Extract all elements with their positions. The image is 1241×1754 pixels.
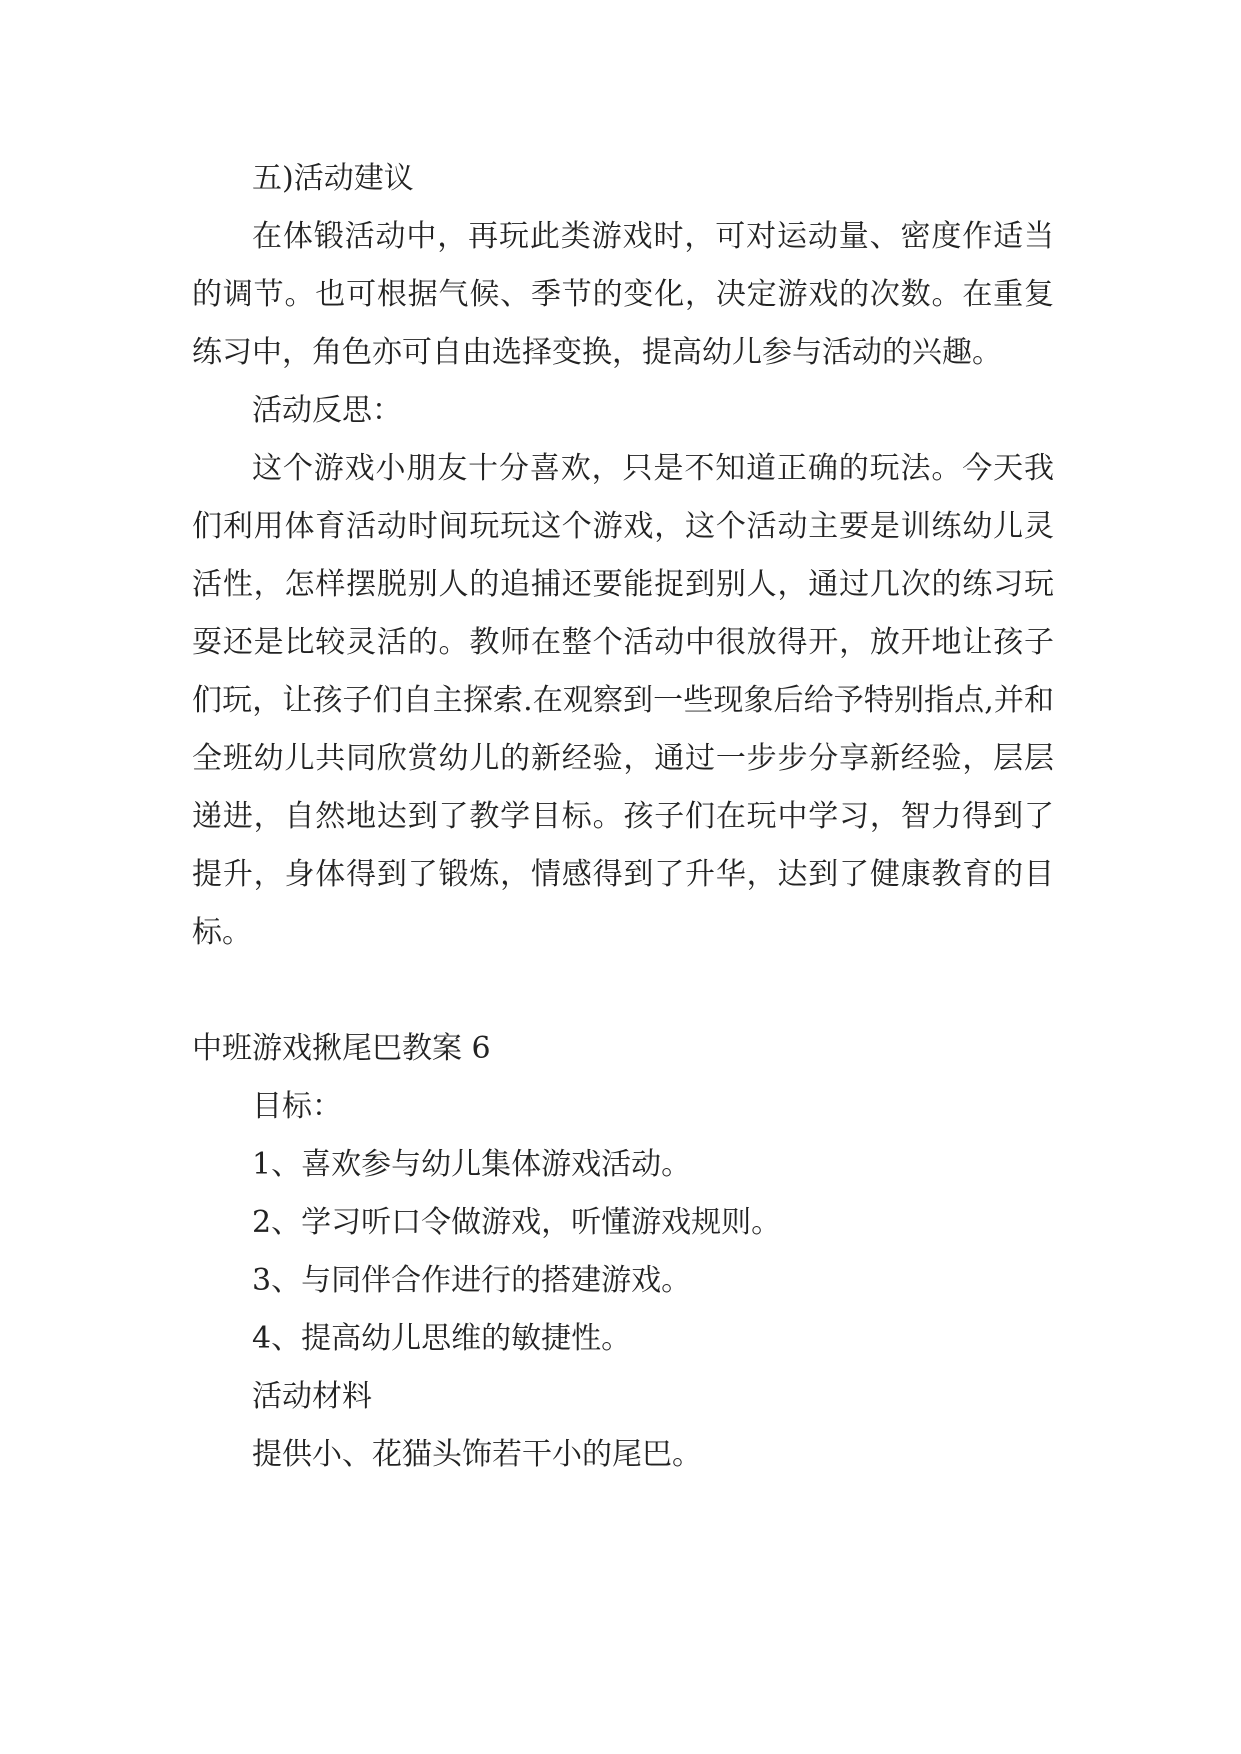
- reflection-paragraph: 这个游戏小朋友十分喜欢，只是不知道正确的玩法。今天我们利用体育活动时间玩玩这个游戏，这个活动主要是训练幼儿灵活性，怎样摆脱别人的追捕还要能捉到别人，通过几次的练习玩耍还是比较灵活的。教师在整个活动中很放得开，放开地让孩子们玩，让孩子们自主探索.在观察到一些现象后给予特别指点,并和全班幼儿共同欣赏幼儿的新经验，通过一步步分享新经验，层层递进，自然地达到了教学目标。孩子们在玩中学习，智力得到了提升，身体得到了锻炼，情感得到了升华，达到了健康教育的目标。: [192, 451, 1054, 950]
- goal-item: 3、与同伴合作进行的搭建游戏。: [252, 1263, 692, 1298]
- goal-item: 1、喜欢参与幼儿集体游戏活动。: [252, 1147, 692, 1182]
- section-five-paragraph: 在体锻活动中，再玩此类游戏时，可对运动量、密度作适当的调节。也可根据气候、季节的变化，决定游戏的次数。在重复练习中，角色亦可自由选择变换，提高幼儿参与活动的兴趣。: [192, 219, 1054, 370]
- materials-text: 提供小、花猫头饰若干小的尾巴。: [252, 1437, 702, 1472]
- goal-item: 2、学习听口令做游戏，听懂游戏规则。: [252, 1205, 782, 1240]
- lesson-title: 中班游戏揪尾巴教案 6: [192, 1031, 491, 1066]
- materials-heading: 活动材料: [252, 1379, 372, 1414]
- section-five-heading: 五)活动建议: [252, 161, 414, 196]
- goal-item: 4、提高幼儿思维的敏捷性。: [252, 1321, 632, 1356]
- goals-heading: 目标：: [252, 1089, 342, 1124]
- reflection-heading: 活动反思：: [252, 393, 402, 428]
- document-body: [192, 150, 1054, 1484]
